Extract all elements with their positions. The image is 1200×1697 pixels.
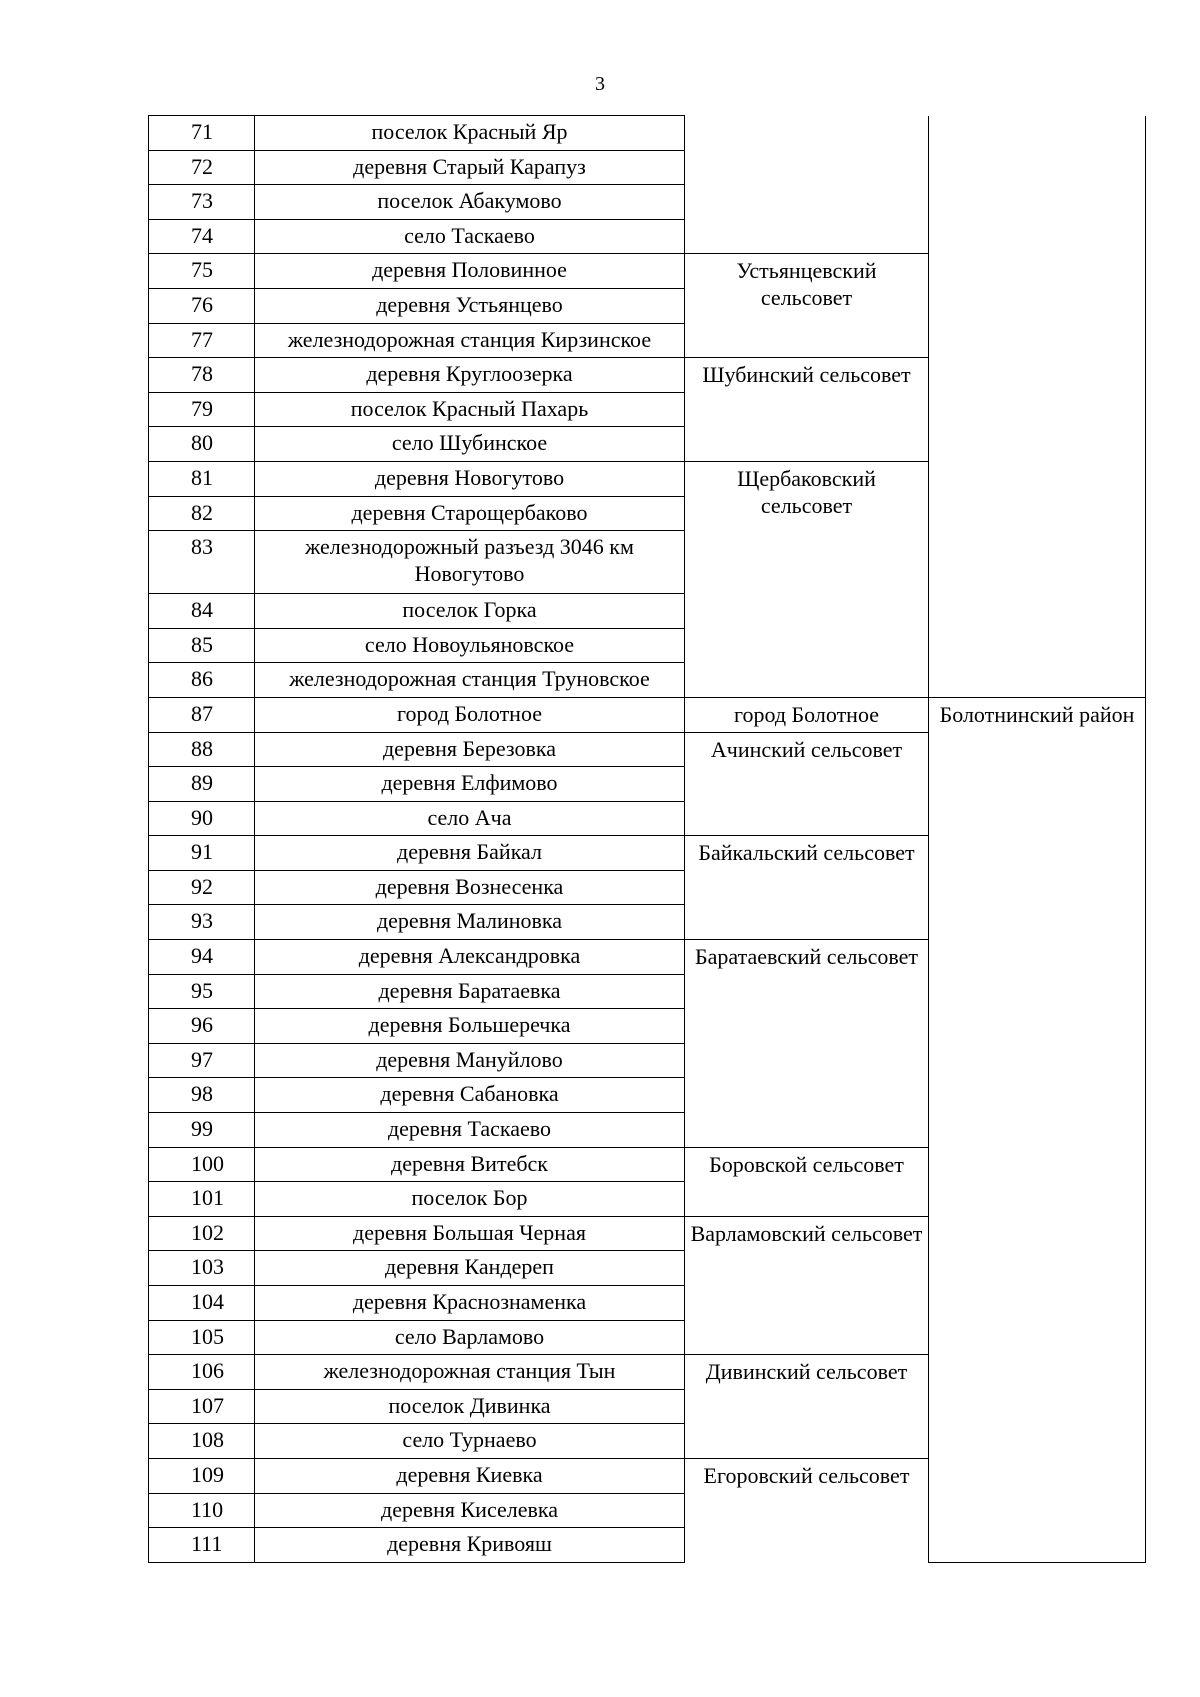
council-ustyantsevsky: Устьянцевский сельсовет — [685, 254, 929, 358]
settlement-name: поселок Горка — [255, 594, 685, 629]
council-varlamovsky: Варламовский сельсовет — [685, 1216, 929, 1354]
settlement-name: деревня Малиновка — [255, 905, 685, 940]
row-number: 85 — [149, 628, 255, 663]
settlement-name: поселок Красный Пахарь — [255, 392, 685, 427]
row-number: 71 — [149, 116, 255, 151]
settlement-name: село Турнаево — [255, 1424, 685, 1459]
settlement-name: деревня Старый Карапуз — [255, 150, 685, 185]
row-number: 106 — [149, 1355, 255, 1390]
table-row — [149, 697, 1146, 732]
row-number: 84 — [149, 594, 255, 629]
settlement-name: деревня Большеречка — [255, 1009, 685, 1044]
council-divinsky: Дивинский сельсовет — [685, 1355, 929, 1459]
council-baykalsky: Байкальский сельсовет — [685, 836, 929, 940]
row-number: 75 — [149, 254, 255, 289]
row-number: 93 — [149, 905, 255, 940]
council-bolotnoe-city: город Болотное — [685, 697, 929, 732]
table-row — [149, 116, 1146, 151]
settlement-name: деревня Таскаево — [255, 1113, 685, 1148]
row-number: 107 — [149, 1389, 255, 1424]
settlement-name: поселок Дивинка — [255, 1389, 685, 1424]
settlement-name: деревня Новогутово — [255, 461, 685, 496]
council-achinsky: Ачинский сельсовет — [685, 732, 929, 836]
settlement-name: деревня Мануйлово — [255, 1043, 685, 1078]
settlement-name: село Ача — [255, 801, 685, 836]
settlements-table — [148, 115, 1146, 1563]
row-number: 94 — [149, 940, 255, 975]
settlement-name: деревня Березовка — [255, 732, 685, 767]
settlement-name: деревня Большая Черная — [255, 1216, 685, 1251]
row-number: 77 — [149, 323, 255, 358]
row-number: 104 — [149, 1286, 255, 1321]
row-number: 88 — [149, 732, 255, 767]
council-borovskoy: Боровской сельсовет — [685, 1147, 929, 1216]
council-egorovsky: Егоровский сельсовет — [685, 1458, 929, 1562]
row-number: 74 — [149, 219, 255, 254]
row-number: 76 — [149, 288, 255, 323]
settlement-name: деревня Кривояш — [255, 1528, 685, 1563]
settlement-name: железнодорожный разъезд 3046 км Новогутово — [255, 531, 685, 594]
settlement-name: деревня Киселевка — [255, 1493, 685, 1528]
row-number: 82 — [149, 496, 255, 531]
settlement-name: железнодорожная станция Тын — [255, 1355, 685, 1390]
settlement-name: деревня Елфимово — [255, 767, 685, 802]
settlement-name: деревня Кандереп — [255, 1251, 685, 1286]
settlement-name: железнодорожная станция Труновское — [255, 663, 685, 698]
row-number: 73 — [149, 185, 255, 220]
row-number: 97 — [149, 1043, 255, 1078]
row-number: 100 — [149, 1147, 255, 1182]
row-number: 101 — [149, 1182, 255, 1217]
council-cell-continued — [685, 116, 929, 254]
settlement-name: деревня Устьянцево — [255, 288, 685, 323]
row-number: 80 — [149, 427, 255, 462]
settlement-name: город Болотное — [255, 697, 685, 732]
row-number: 108 — [149, 1424, 255, 1459]
row-number: 83 — [149, 531, 255, 594]
settlement-name: поселок Красный Яр — [255, 116, 685, 151]
settlement-name: деревня Вознесенка — [255, 870, 685, 905]
settlement-name: железнодорожная станция Кирзинское — [255, 323, 685, 358]
row-number: 99 — [149, 1113, 255, 1148]
settlement-name: деревня Круглоозерка — [255, 358, 685, 393]
row-number: 96 — [149, 1009, 255, 1044]
row-number: 78 — [149, 358, 255, 393]
settlement-name: деревня Байкал — [255, 836, 685, 871]
council-shubinsky: Шубинский сельсовет — [685, 358, 929, 462]
row-number: 102 — [149, 1216, 255, 1251]
settlement-name: село Шубинское — [255, 427, 685, 462]
row-number: 89 — [149, 767, 255, 802]
row-number: 111 — [149, 1528, 255, 1563]
row-number: 90 — [149, 801, 255, 836]
row-number: 81 — [149, 461, 255, 496]
row-number: 98 — [149, 1078, 255, 1113]
row-number: 72 — [149, 150, 255, 185]
settlement-name: деревня Краснознаменка — [255, 1286, 685, 1321]
settlement-name: село Таскаево — [255, 219, 685, 254]
row-number: 105 — [149, 1320, 255, 1355]
district-cell-continued — [929, 116, 1146, 698]
district-bolotninsky: Болотнинский район — [929, 697, 1146, 1562]
settlement-name: деревня Киевка — [255, 1458, 685, 1493]
settlement-name: деревня Половинное — [255, 254, 685, 289]
row-number: 92 — [149, 870, 255, 905]
row-number: 95 — [149, 974, 255, 1009]
settlement-name: деревня Александровка — [255, 940, 685, 975]
row-number: 103 — [149, 1251, 255, 1286]
row-number: 91 — [149, 836, 255, 871]
settlement-name: деревня Сабановка — [255, 1078, 685, 1113]
row-number: 86 — [149, 663, 255, 698]
page-number: 3 — [595, 73, 605, 95]
row-number: 87 — [149, 697, 255, 732]
settlement-name: деревня Витебск — [255, 1147, 685, 1182]
settlement-name: деревня Баратаевка — [255, 974, 685, 1009]
settlement-name: деревня Старощербаково — [255, 496, 685, 531]
row-number: 79 — [149, 392, 255, 427]
settlement-name: поселок Абакумово — [255, 185, 685, 220]
council-shcherbakovsky: Щербаковский сельсовет — [685, 461, 929, 697]
settlement-name: поселок Бор — [255, 1182, 685, 1217]
council-barataevsky: Баратаевский сельсовет — [685, 940, 929, 1148]
settlement-name: село Новоульяновское — [255, 628, 685, 663]
row-number: 109 — [149, 1458, 255, 1493]
row-number: 110 — [149, 1493, 255, 1528]
settlement-name: село Варламово — [255, 1320, 685, 1355]
